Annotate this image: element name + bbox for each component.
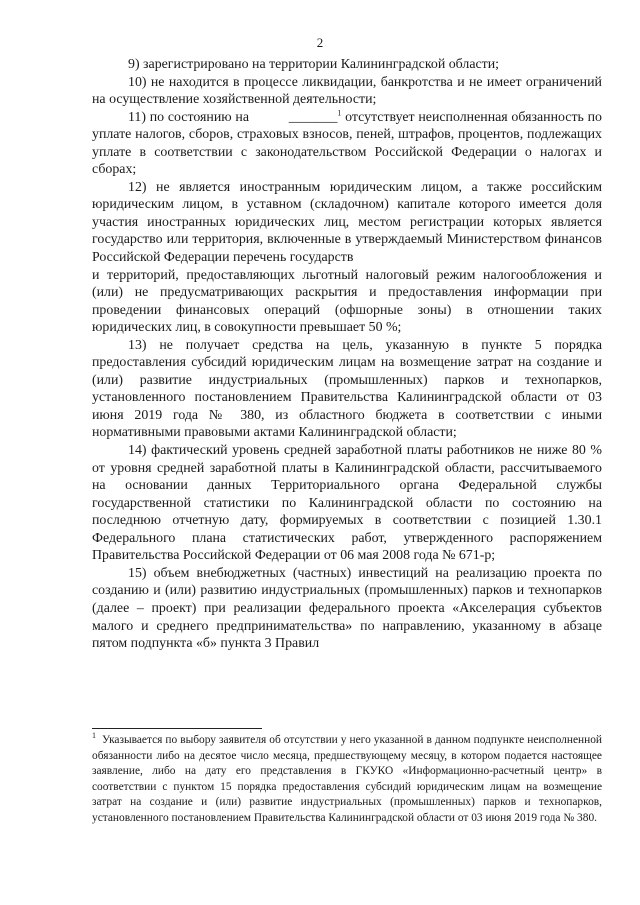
list-item-12: 12) не является иностранным юридическим лицом, а также российским юридическим лицом, в уставном (складочном) капитале которого имеется доля участия иностранных юридических лиц, местом регистрации которых является государство или территория, включенные в утверждаемый Министерством финансов Российской Федерации перечень государств [92, 179, 602, 266]
page-number: 2 [316, 35, 324, 50]
list-item-15: 15) объем внебюджетных (частных) инвестиций на реализацию проекта по созданию и (или) развитию индустриальных (промышленных) парков и технопарков (далее – проект) при реализации федерального проекта «Акселерация субъектов малого и среднего предпринимательства» по направлению, указанному в абзаце пятом подпункта «б» пункта 3 Правил [92, 565, 602, 652]
footnote [92, 733, 602, 826]
footnote-reference: 1 [337, 108, 342, 118]
footnote-mark: 1 [92, 731, 96, 741]
date-blank: _______ [288, 109, 338, 125]
footnote-text: Указывается по выбору заявителя об отсутствии у него указанной в данном подпункте неисполненной обязанности либо на десятое число месяца, предшествующему месяцу, в котором подается настоящее заявление, либо на дату его представления в ГКУКО «Информационно-расчетный центр» в соответствии с пунктом 15 порядка предоставления субсидий юридическим лицам на возмещение затрат на создание и (или) развитие индустриальных (промышленных) парков и технопарков, установленного постановлением Правительства Калининградской области от 03 июня 2019 года № 380. [92, 734, 602, 824]
list-item-11-lead: 11) по состоянию на [128, 109, 250, 125]
list-item-11 [92, 109, 602, 179]
list-item-13: 13) не получает средства на цель, указанную в пункте 5 порядка предоставления субсидий юридическим лицам на возмещение затрат на создание и (или) развитие индустриальных (промышленных) парков и технопарков, установленного постановлением Правительства Калининградской области от 03 июня 2019 года № 380, из областного бюджета в соответствии с иными нормативными правовыми актами Калининградской области; [92, 337, 602, 441]
list-item-11-rest: отсутствует неисполненная обязанность по уплате налогов, сборов, страховых взносов, пеней, штрафов, процентов, подлежащих уплате в соответствии с законодательством Российской Федерации о налогах и сборах; [92, 109, 602, 178]
document-body [92, 56, 602, 653]
list-item-9: 9) зарегистрировано на территории Калининградской области; [128, 57, 500, 72]
footnote-separator [92, 728, 262, 729]
list-item-10: 10) не находится в процессе ликвидации, банкротства и не имеет ограничений на осуществление хозяйственной деятельности; [92, 74, 602, 108]
list-item-14: 14) фактический уровень средней заработной платы работников не ниже 80 % от уровня средней заработной платы в Калининградской области, рассчитываемого на основании данных Территориального органа Федеральной службы государственной статистики по Калининградской области по состоянию на последнюю отчетную дату, формируемых в соответствии с позицией 1.30.1 Федерального плана статистических работ, утвержденного распоряжением Правительства Российской Федерации от 06 мая 2008 года № 671-р; [92, 443, 602, 564]
list-item-12-continued: и территорий, предоставляющих льготный налоговый режим налогообложения и (или) не предусматривающих раскрытия и предоставления информации при проведении финансовых операций (офшорные зоны) в отношении таких юридических лиц, в совокупности превышает 50 %; [92, 267, 602, 336]
